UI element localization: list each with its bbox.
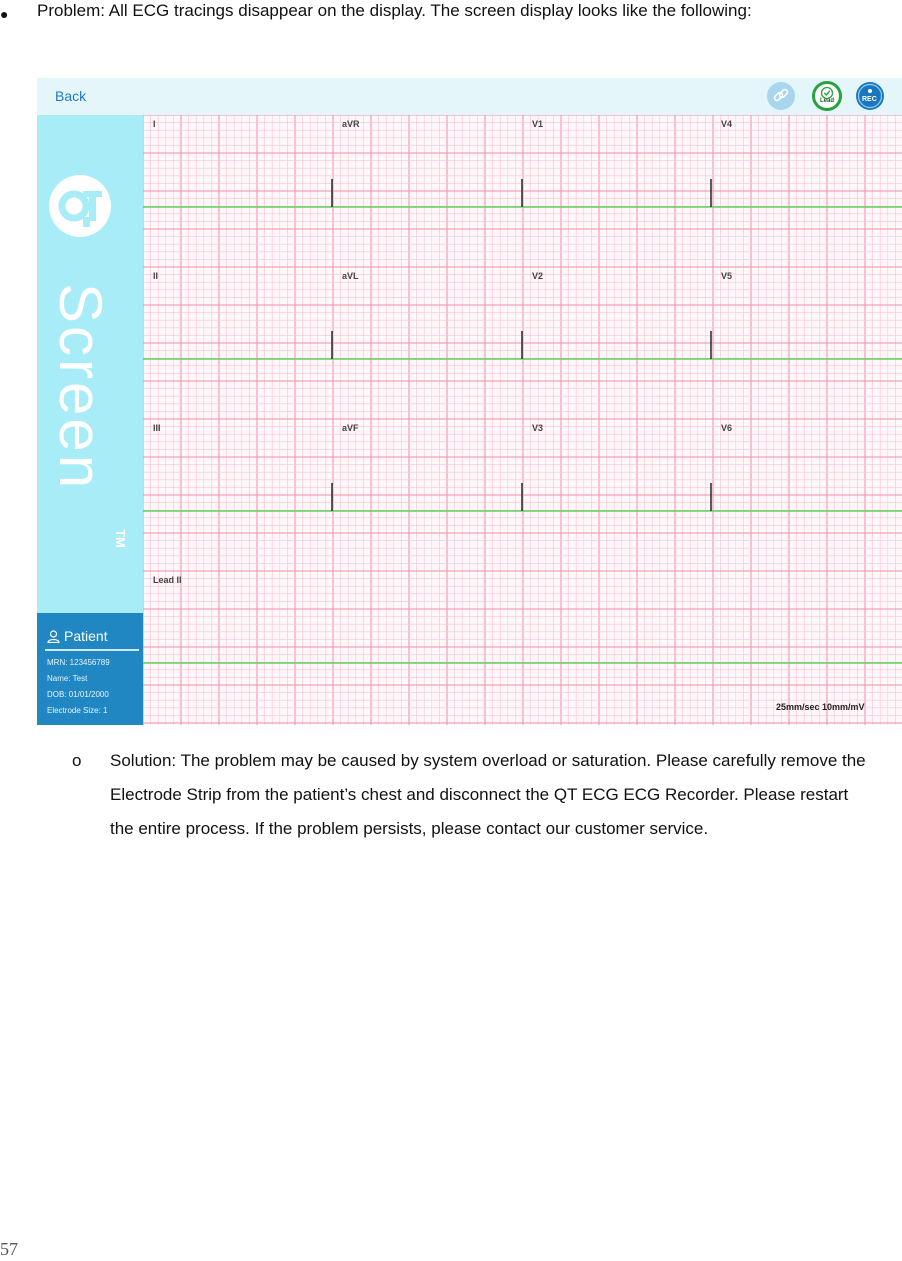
- back-button[interactable]: Back: [55, 88, 87, 104]
- bullet-dot: ●: [0, 6, 9, 22]
- lead-label-III: III: [153, 423, 161, 433]
- page-number: 57: [0, 1239, 18, 1259]
- sidebar-branding: [37, 115, 143, 613]
- logo-word-text: Screen: [47, 283, 114, 492]
- link-icon[interactable]: [767, 82, 795, 110]
- lead-label-aVR: aVR: [342, 119, 360, 129]
- qt-logo-icon: [47, 173, 113, 239]
- patient-mrn: MRN: 123456789: [47, 658, 110, 667]
- problem-bullet: [0, 0, 877, 28]
- top-bar: [37, 78, 902, 115]
- ecg-grid-canvas: [143, 115, 902, 725]
- lead-label-aVL: aVL: [342, 271, 359, 281]
- lead-label-V3: V3: [532, 423, 544, 433]
- lead-check-icon[interactable]: [812, 81, 842, 111]
- record-dot-icon: [868, 89, 872, 93]
- lead-label-I: I: [153, 119, 156, 129]
- rhythm-lead-label: Lead II: [153, 575, 182, 585]
- solution-marker: o: [72, 751, 82, 770]
- patient-heading: [47, 628, 108, 644]
- lead-label-V6: V6: [721, 423, 733, 433]
- patient-dob: DOB: 01/01/2000: [47, 690, 109, 699]
- record-icon[interactable]: [856, 82, 884, 110]
- lead-label-aVF: aVF: [342, 423, 359, 433]
- patient-panel[interactable]: [37, 613, 143, 725]
- speed-gain-label: 25mm/sec 10mm/mV: [776, 702, 865, 712]
- lead-label-V5: V5: [721, 271, 733, 281]
- ecg-grid: [143, 115, 902, 725]
- lead-label-II: II: [153, 271, 159, 281]
- lead-icon-label: Lead: [820, 98, 835, 104]
- patient-name: Name: Test: [47, 674, 88, 683]
- user-icon: [47, 630, 60, 643]
- solution-text: Solution: The problem may be caused by system overload or saturation. Please carefully remove the Electrode Strip from the patient’s chest and disconnect the QT ECG ECG Recorder. Please restart the entire process. If the problem persists, please contact our customer service.: [110, 751, 866, 838]
- lead-label-V1: V1: [532, 119, 544, 129]
- patient-electrode-size: Electrode Size: 1: [47, 706, 108, 715]
- trademark-mark: TM: [112, 529, 128, 548]
- patient-heading-label: Patient: [64, 628, 108, 644]
- record-icon-label: REC: [862, 96, 877, 103]
- lead-label-V2: V2: [532, 271, 544, 281]
- patient-divider: [45, 649, 139, 651]
- lead-label-V4: V4: [721, 119, 733, 129]
- ecg-screenshot: [37, 78, 902, 725]
- problem-text: Problem: All ECG tracings disappear on the display. The screen display looks like the following:: [37, 1, 752, 20]
